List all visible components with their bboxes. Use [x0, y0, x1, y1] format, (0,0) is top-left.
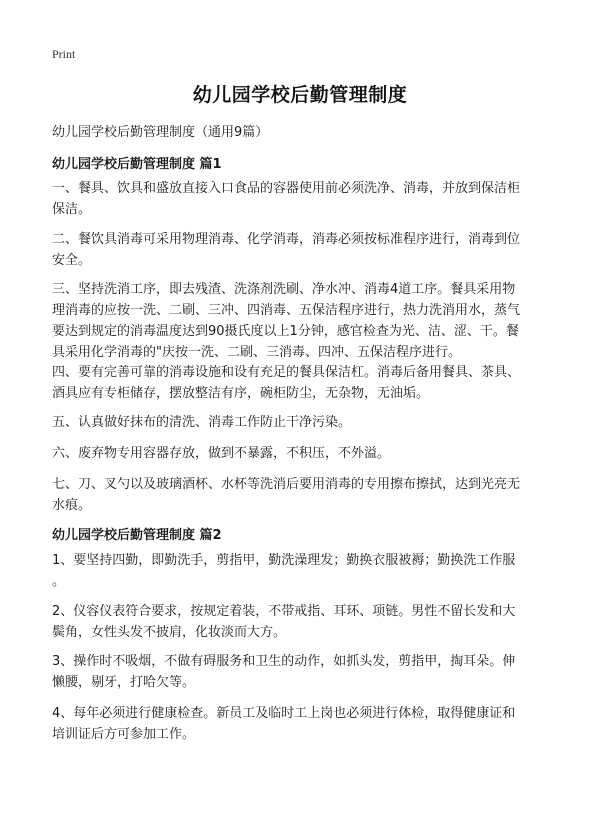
- section-1-paragraph-3: [52, 279, 552, 363]
- section-1-paragraph-5: [52, 412, 552, 433]
- section-1-paragraph-4: [52, 362, 552, 404]
- paragraph-line: 二、餐饮具消毒可采用物理消毒、化学消毒，消毒必须按标准程序进行，消毒到位: [52, 232, 521, 247]
- paragraph-line: 酒具应有专柜储存，摆放整洁有序，碗柜防尘，无杂物，无油垢。: [52, 386, 430, 401]
- paragraph-line: 1、要坚持四勤，即勤洗手，剪指甲，勤洗澡理发；勤换衣服被褥；勤换洗工作服: [52, 553, 516, 568]
- section-2-paragraph-4: [52, 703, 552, 745]
- section-1-paragraph-7: [52, 474, 552, 516]
- paragraph-line: 六、废弃物专用容器存放，做到不暴露，不积压，不外溢。: [52, 446, 391, 461]
- section-1-paragraph-6: [52, 443, 552, 464]
- paragraph-line: 4、每年必须进行健康检查。新员工及临时工上岗也必须进行体检，取得健康证和: [52, 706, 516, 721]
- print-label: Print: [52, 47, 76, 61]
- paragraph-line: 四、要有完善可靠的消毒设施和设有充足的餐具保洁杠。消毒后备用餐具、茶具、: [52, 365, 521, 380]
- paragraph-line: 保洁。: [52, 202, 92, 217]
- paragraph-line: 三、坚持洗消工序，即去残渣、洗涤剂洗刷、净水冲、消毒4道工序。餐具采用物: [52, 282, 516, 297]
- paragraph-line: 懒腰，剔牙，打哈欠等。: [52, 675, 196, 690]
- section-1-paragraph-1: [52, 178, 552, 220]
- document-title: 幼儿园学校后勤管理制度: [192, 84, 408, 106]
- paragraph-line: 。: [52, 574, 66, 589]
- paragraph-line: 七、刀、叉勺以及玻璃酒杯、水杯等洗消后要用消毒的专用擦布擦拭，达到光亮无: [52, 477, 521, 492]
- paragraph-line: 2、仪容仪表符合要求，按规定着装，不带戒指、耳环、项链。男性不留长发和大: [52, 604, 516, 619]
- section-1-paragraph-2: [52, 229, 552, 271]
- paragraph-line: 鬓角，女性头发不披肩，化妆淡而大方。: [52, 625, 287, 640]
- section-2-paragraph-3: [52, 651, 552, 693]
- paragraph-line: 理消毒的应按一洗、二刷、三冲、四消毒、五保洁程序进行，热力洗消用水，蒸气: [52, 303, 521, 318]
- section-2-paragraph-1: [52, 550, 552, 592]
- paragraph-line: 要达到规定的消毒温度达到90摄氏度以上1分钟，感官检查为光、洁、涩、干。餐: [52, 324, 519, 339]
- paragraph-line: 3、操作时不吸烟，不做有碍服务和卫生的动作，如抓头发，剪指甲，掏耳朵。伸: [52, 654, 516, 669]
- paragraph-line: 水痕。: [52, 498, 92, 513]
- section-2-heading: 幼儿园学校后勤管理制度 篇2: [52, 528, 222, 543]
- section-2-paragraph-2: [52, 601, 552, 643]
- section-1-heading: 幼儿园学校后勤管理制度 篇1: [52, 157, 222, 172]
- document-subtitle: 幼儿园学校后勤管理制度（通用9篇）: [52, 125, 269, 140]
- paragraph-line: 一、餐具、饮具和盛放直接入口食品的容器使用前必须洗净、消毒，并放到保洁柜: [52, 181, 521, 196]
- paragraph-line: 安全。: [52, 253, 92, 268]
- paragraph-line: 培训证后方可参加工作。: [52, 727, 196, 742]
- paragraph-line: 具采用化学消毒的"庆按一洗、二刷、三消毒、四冲、五保洁程序进行。: [52, 345, 461, 360]
- paragraph-line: 五、认真做好抹布的清洗、消毒工作防止干净污染。: [52, 415, 352, 430]
